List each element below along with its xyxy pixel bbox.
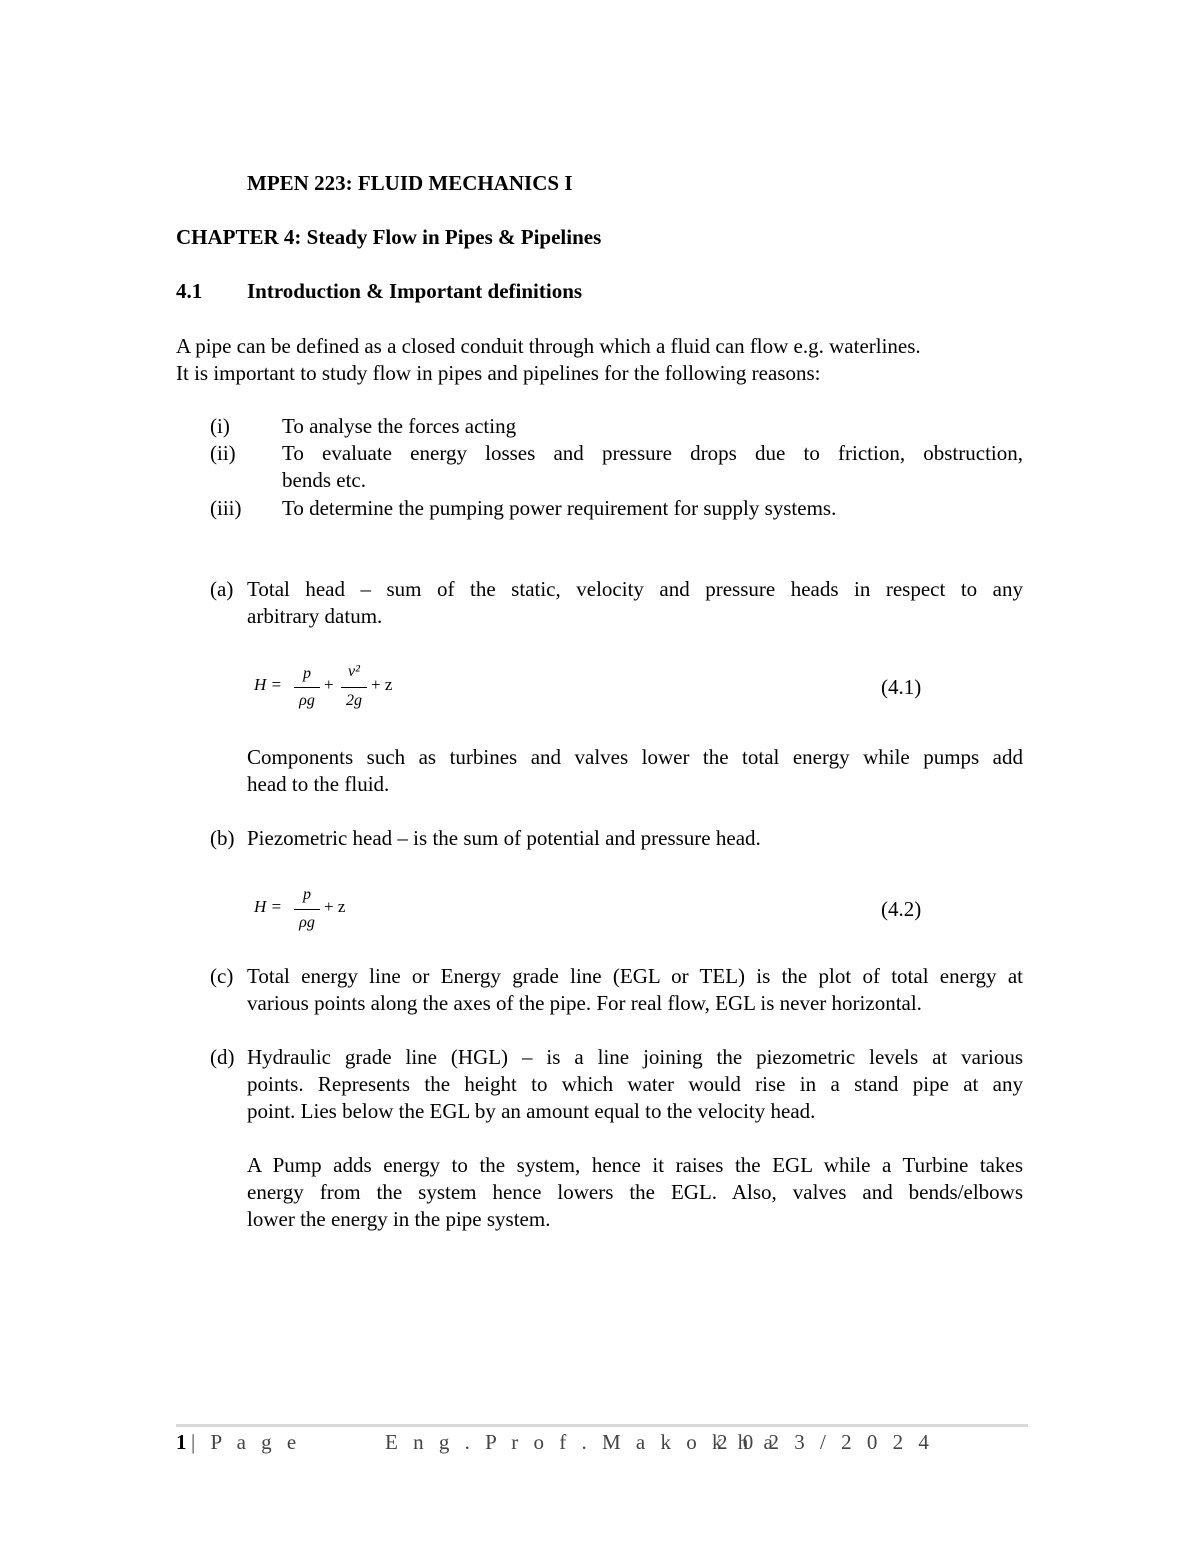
section-number: 4.1 <box>176 279 203 303</box>
reason-number: (i) <box>210 414 230 438</box>
definition-text: Total head – sum of the static, velocity and pressure heads in respect to any <box>247 577 1023 601</box>
definition-text: various points along the axes of the pipe. For real flow, EGL is never horizontal. <box>247 991 922 1015</box>
definition-label: (a) <box>210 577 234 601</box>
fraction-denominator: ρg <box>299 692 315 709</box>
footer-author: E n g . P r o f . M a k o k h a <box>385 1430 778 1454</box>
footer-year: 2 0 2 3 / 2 0 2 4 <box>717 1430 934 1454</box>
fraction-denominator: 2g <box>346 692 362 709</box>
definition-text: Piezometric head – is the sum of potential and pressure head. <box>247 826 761 850</box>
page-number: 1 <box>176 1430 187 1454</box>
definition-text: Hydraulic grade line (HGL) – is a line joining the piezometric levels at various <box>247 1045 1023 1069</box>
definition-text: arbitrary datum. <box>247 604 383 628</box>
reason-number: (ii) <box>210 441 236 465</box>
fraction-bar <box>294 687 320 688</box>
definition-label: (c) <box>210 964 234 988</box>
reason-text: To determine the pumping power requirement for supply systems. <box>282 496 837 520</box>
definition-text: Total energy line or Energy grade line (EGL or TEL) is the plot of total energy at <box>247 964 1023 988</box>
section-title: Introduction & Important definitions <box>247 279 583 303</box>
equation-tail: + z <box>371 675 393 694</box>
definition-label: (b) <box>210 826 235 850</box>
equation-lhs: H = <box>254 897 282 916</box>
equation-tail: + z <box>324 897 346 916</box>
chapter-title: CHAPTER 4: Steady Flow in Pipes & Pipelines <box>176 225 602 249</box>
definition-text: points. Represents the height to which water would rise in a stand pipe at any <box>247 1072 1023 1096</box>
definition-paragraph: lower the energy in the pipe system. <box>247 1207 551 1231</box>
definition-text: point. Lies below the EGL by an amount equal to the velocity head. <box>247 1099 816 1123</box>
definition-paragraph: A Pump adds energy to the system, hence it raises the EGL while a Turbine takes <box>247 1153 1023 1177</box>
equation-number: (4.2) <box>881 897 922 921</box>
reason-number: (iii) <box>210 496 242 520</box>
fraction-numerator: p <box>303 665 311 682</box>
fraction-denominator: ρg <box>299 914 315 931</box>
reason-text: bends etc. <box>282 468 366 492</box>
definition-note: head to the fluid. <box>247 772 390 796</box>
equation-lhs: H = <box>254 675 282 694</box>
footer-rule <box>176 1424 1028 1427</box>
fraction-bar <box>294 909 320 910</box>
intro-line-2: It is important to study flow in pipes and pipelines for the following reasons: <box>176 361 821 385</box>
plus-sign: + <box>324 675 334 694</box>
fraction-numerator: p <box>303 886 311 903</box>
course-title: MPEN 223: FLUID MECHANICS I <box>247 171 573 195</box>
intro-line-1: A pipe can be defined as a closed conduit through which a fluid can flow e.g. waterlines. <box>176 334 921 358</box>
equation-number: (4.1) <box>881 675 922 699</box>
definition-paragraph: energy from the system hence lowers the EGL. Also, valves and bends/elbows <box>247 1180 1023 1204</box>
reason-text: To analyse the forces acting <box>282 414 517 438</box>
reason-text: To evaluate energy losses and pressure drops due to friction, obstruction, <box>282 441 1023 465</box>
fraction-numerator: v² <box>348 663 360 680</box>
definition-label: (d) <box>210 1045 235 1069</box>
page-label: | P a g e <box>191 1430 302 1454</box>
definition-note: Components such as turbines and valves lower the total energy while pumps add <box>247 745 1023 769</box>
fraction-bar <box>341 687 367 688</box>
